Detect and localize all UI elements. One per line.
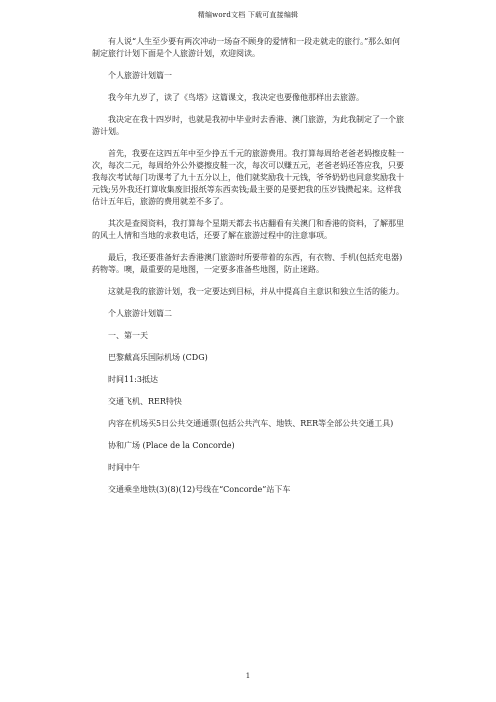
paragraph: 其次是查阅资料，我打算每个星期天都去书店翻看有关澳门和香港的资料，了解那里的风土人情和当地的求救电话，还要了解在旅游过程中的注意事项。 <box>92 219 404 240</box>
section-heading: 个人旅游计划篇二 <box>108 309 172 318</box>
section-heading: 个人旅游计划篇一 <box>108 71 172 80</box>
document-body <box>92 36 404 506</box>
itinerary-line: 时间中午 <box>108 463 140 472</box>
paragraph: 最后，我还要准备好去香港澳门旅游时所要带着的东西，有衣物、手机(包括充电器)药物等。噢，最重要的是地图，一定要多准备些地图，防止迷路。 <box>92 253 403 274</box>
paragraph: 首先，我要在这四五年中至少挣五千元的旅游费用。我打算每周给老爸老妈擦皮鞋一次，每次二元，每周给外公外婆擦皮鞋一次，每次可以赚五元，老爸老妈还答应我，只要我每次考试每门功课考了九十五分以上，他们就奖励我十元钱，爷爷奶奶也同意奖励我十元钱;另外我还打算收集废旧报纸等东西卖钱;最主要的是要把我的压岁钱攒起来。这样我估计五年后，旅游的费用就差不多了。 <box>92 149 404 206</box>
itinerary-line: 交通飞机、RER特快 <box>108 397 182 406</box>
paragraph: 有人说“人生至少要有两次冲动一场奋不顾身的爱情和一段走就走的旅行。”那么如何制定旅行计划下面是个人旅游计划，欢迎阅读。 <box>92 37 401 58</box>
page-number: 1 <box>245 672 251 680</box>
paragraph: 我今年九岁了，读了《鸟塔》这篇课文，我决定也要像他那样出去旅游。 <box>108 93 364 102</box>
itinerary-line: 内容在机场买5日公共交通通票(包括公共汽车、地铁、RER等全部公共交通工具) <box>108 419 394 428</box>
itinerary-line: 交通乘坐地铁(3)(8)(12)号线在“Concorde”站下车 <box>108 485 291 494</box>
itinerary-line: 时间11:3抵达 <box>108 375 158 384</box>
itinerary-line: 协和广场 (Place de la Concorde) <box>108 441 235 450</box>
itinerary-line: 巴黎戴高乐国际机场 (CDG) <box>108 353 208 362</box>
subheading: 一、第一天 <box>108 331 148 340</box>
page-header: 精编word文档 下载可直接编辑 <box>197 11 299 19</box>
paragraph: 这就是我的旅游计划，我一定要达到目标，并从中提高自主意识和独立生活的能力。 <box>108 287 404 296</box>
paragraph: 我决定在我十四岁时，也就是我初中毕业时去香港、澳门旅游，为此我制定了一个旅游计划。 <box>92 115 404 136</box>
